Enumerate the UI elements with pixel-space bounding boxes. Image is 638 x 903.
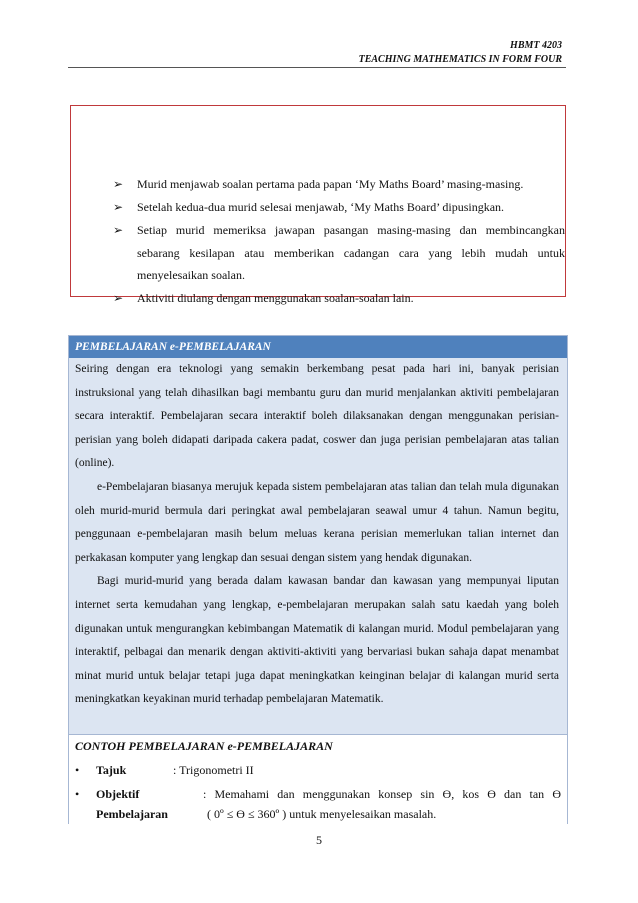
- arrow-bullet-icon: ➢: [113, 223, 124, 237]
- topic-label: Tajuk: [96, 763, 127, 777]
- page-number: 5: [316, 833, 322, 847]
- section-body: [69, 358, 567, 712]
- header-rule: [68, 67, 566, 68]
- activity-box: [70, 105, 566, 305]
- example-title: CONTOH PEMBELAJARAN e-PEMBELAJARAN: [75, 739, 333, 753]
- paragraph: Seiring dengan era teknologi yang semakin berkembang pesat pada hari ini, banyak perisian instruksional yang telah dihasilkan bagi membantu guru dan murid menjalankan aktiviti pembelajaran secara interaktif. Pembelajaran secara interaktif boleh dilaksanakan dengan menggunakan perisian-perisian yang boleh didapati daripada cakera padat, coswer dan juga perisian pembelajaran atas talian (online).: [75, 363, 559, 470]
- course-title: TEACHING MATHEMATICS IN FORM FOUR: [358, 54, 562, 65]
- topic-value: : Trigonometri II: [173, 763, 254, 777]
- arrow-bullet-icon: ➢: [113, 200, 124, 214]
- e-learning-panel: [68, 335, 568, 824]
- bullet-item: ➢ Murid menjawab soalan pertama pada papan ‘My Maths Board’ masing-masing.: [113, 173, 565, 196]
- running-header: [359, 39, 562, 67]
- paragraph: e-Pembelajaran biasanya merujuk kepada sistem pembelajaran atas talian dan telah mula digunakan oleh murid-murid bermula dari peringkat awal pembelajaran seawal umur 4 tahun. Namun begitu, penggunaan e-pembelajaran masih belum meluas kerana perisian memerlukan talian internet dan perkakasan komputer yang lengkap dan sesuai dengan sistem yang hendak digunakan.: [75, 480, 559, 564]
- objective-text: : Memahami dan menggunakan konsep sin Ө, kos Ө dan tan Ө: [203, 787, 561, 801]
- objective-label-2: Pembelajaran: [96, 807, 168, 821]
- bullet-item: ➢ Setelah kedua-dua murid selesai menjawab, ‘My Maths Board’ dipusingkan.: [113, 196, 565, 219]
- bullet-item: ➢ Aktiviti diulang dengan menggunakan soalan-soalan lain.: [113, 287, 565, 310]
- bullet-dot-icon: •: [75, 787, 80, 801]
- section-title: PEMBELAJARAN e-PEMBELAJARAN: [69, 336, 567, 358]
- paragraph: Bagi murid-murid yang berada dalam kawasan bandar dan kawasan yang mempunyai liputan internet serta kemudahan yang lengkap, e-pembelajaran merupakan salah satu kaedah yang boleh digunakan untuk mengurangkan kebimbangan Matematik di kalangan murid. Modul pembelajaran yang interaktif, pelbagai dan menarik dengan aktiviti-aktiviti yang bervariasi bukan sahaja dapat menambat minat murid untuk belajar tetapi juga dapat meningkatkan keinginan belajar di kalangan murid serta meningkatkan keyakinan murid terhadap pembelajaran Matematik.: [75, 575, 559, 706]
- course-code: HBMT 4203: [510, 40, 562, 51]
- example-section: [69, 734, 567, 825]
- arrow-bullet-icon: ➢: [113, 291, 124, 305]
- bullet-dot-icon: •: [75, 763, 80, 777]
- arrow-bullet-icon: ➢: [113, 177, 124, 191]
- objective-text-2: ( 0º ≤ Ө ≤ 360º ) untuk menyelesaikan masalah.: [207, 807, 437, 821]
- objective-label: Objektif: [96, 787, 140, 801]
- bullet-item: ➢ Setiap murid memeriksa jawapan pasangan masing-masing dan membincangkan sebarang kesilapan atau memberikan cadangan cara yang lebih mudah untuk menyelesaikan soalan.: [113, 219, 565, 287]
